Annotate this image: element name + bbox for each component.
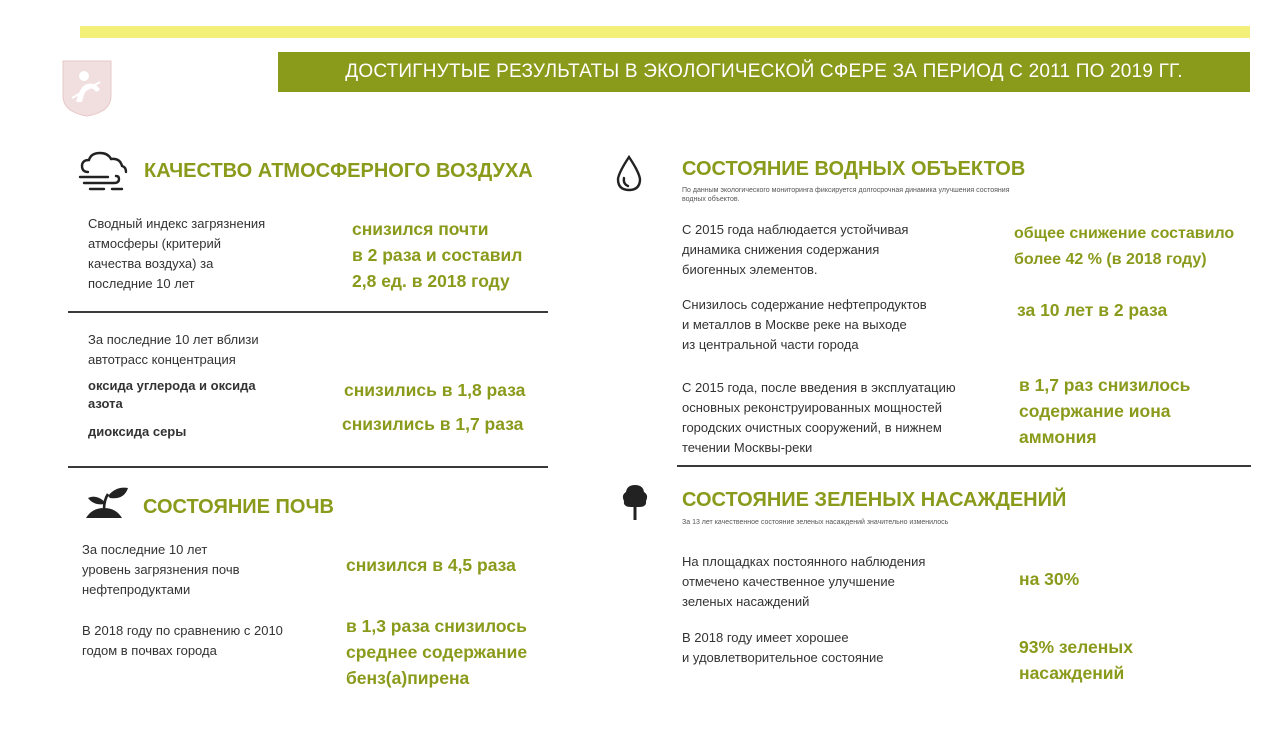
air-section-title: КАЧЕСТВО АТМОСФЕРНОГО ВОЗДУХА [144, 160, 533, 182]
water-section-title: СОСТОЯНИЕ ВОДНЫХ ОБЪЕКТОВ [682, 158, 1026, 180]
page-title: ДОСТИГНУТЫЕ РЕЗУЛЬТАТЫ В ЭКОЛОГИЧЕСКОЙ СФЕРЕ ЗА ПЕРИОД С 2011 ПО 2019 ГГ. [278, 52, 1250, 92]
soil-row1-description: За последние 10 лет уровень загрязнения почв нефтепродуктами [82, 542, 240, 597]
soil-section-title: СОСТОЯНИЕ ПОЧВ [143, 496, 334, 518]
sprout-icon [82, 484, 130, 520]
green-row2-result: 93% зеленых насаждений [1019, 637, 1133, 683]
water-row2-description: Снизилось содержание нефтепродуктов и металлов в Москве реке на выходе из центральной части города [682, 297, 927, 352]
cloud-wind-icon [78, 150, 130, 194]
top-accent-strip [80, 26, 1250, 38]
air-divider-1 [68, 311, 548, 313]
air-divider-2 [68, 466, 548, 468]
air-row2-item2-result: снизились в 1,7 раза [342, 414, 524, 434]
water-row1-result: общее снижение составило более 42 % (в 2018 году) [1014, 225, 1235, 268]
tree-icon [621, 483, 649, 521]
soil-row1-result: снизился в 4,5 раза [346, 555, 516, 575]
water-divider [677, 465, 1251, 467]
green-row1-description: На площадках постоянного наблюдения отмечено качественное улучшение зеленых насаждений [682, 554, 926, 609]
air-row1-description: Сводный индекс загрязнения атмосферы (критерий качества воздуха) за последние 10 лет [88, 216, 266, 291]
green-row2-description: В 2018 году имеет хорошее и удовлетворительное состояние [682, 630, 884, 665]
air-row1-result: снизился почти в 2 раза и составил 2,8 ед. в 2018 году [352, 219, 523, 291]
air-row2-item1-label: оксида углерода и оксида азота [88, 378, 256, 411]
water-row3-result: в 1,7 раз снизилось содержание иона аммония [1019, 375, 1191, 447]
water-row3-description: С 2015 года, после введения в эксплуатацию основных реконструированных мощностей городских очистных сооружений, в нижнем течении Москвы-реки [682, 380, 956, 455]
water-section-note: По данным экологического мониторинга фиксируется долгосрочная динамика улучшения состояния водных объектов. [682, 187, 1010, 203]
water-row1-description: С 2015 года наблюдается устойчивая динамика снижения содержания биогенных элементов. [682, 222, 909, 277]
air-row2-item1-result: снизились в 1,8 раза [344, 380, 526, 400]
air-row2-item2-label: диоксида серы [88, 424, 187, 439]
green-row1-result: на 30% [1019, 569, 1080, 589]
moscow-emblem-icon [60, 58, 114, 118]
soil-row2-description: В 2018 году по сравнению с 2010 годом в почвах города [82, 623, 283, 658]
water-drop-icon [613, 154, 645, 194]
soil-row2-result: в 1,3 раза снизилось среднее содержание бенз(а)пирена [346, 616, 528, 688]
green-section-title: СОСТОЯНИЕ ЗЕЛЕНЫХ НАСАЖДЕНИЙ [682, 489, 1067, 511]
green-section-note: За 13 лет качественное состояние зеленых насаждений значительно изменилось [682, 519, 949, 526]
air-row2-description: За последние 10 лет вблизи автотрасс концентрация [88, 332, 259, 367]
water-row2-result: за 10 лет в 2 раза [1017, 300, 1168, 320]
